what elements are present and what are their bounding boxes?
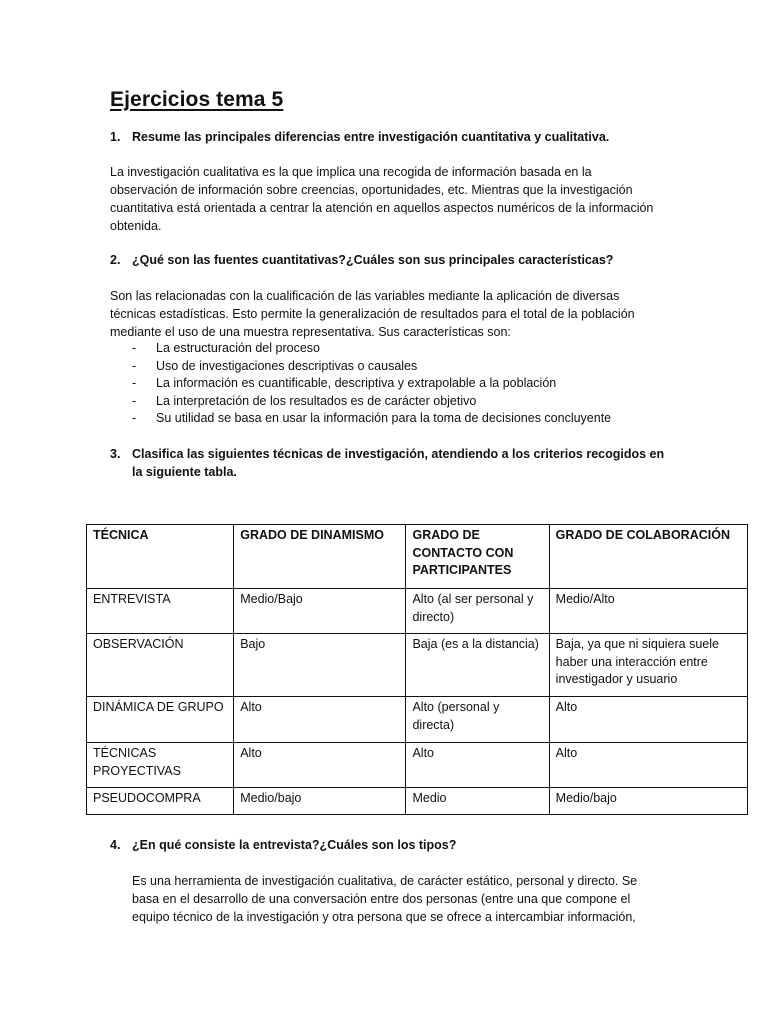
question-number: 2. (110, 253, 121, 267)
answer-2: Son las relacionadas con la cualificación de las variables mediante la aplicación de diversas técnicas estadísticas. Esto permite la generalización de resultados para el total de la población mediante el uso de una muestra representativa. Sus características son: (110, 289, 635, 339)
table-header-row (87, 525, 748, 589)
table-cell: Bajo (234, 634, 406, 697)
table-cell: Alto (personal y directa) (406, 697, 549, 743)
question-2 (110, 251, 670, 269)
question-text: Clasifica las siguientes técnicas de investigación, atendiendo a los criterios recogidos en la siguiente tabla. (132, 447, 665, 479)
answer-1: La investigación cualitativa es la que implica una recogida de información basada en la observación de información sobre creencias, oportunidades, etc. Mientras que la investigación cuantitativa está orientada a centrar la atención en aquellos aspectos numéricos de la información obtenida. (110, 165, 654, 233)
answer-4: Es una herramienta de investigación cualitativa, de carácter estático, personal y directo. Se basa en el desarrollo de una conversación entre dos personas (entre una que compone el equipo técnico de la investigación y otra persona que se ofrece a intercambiar información, (132, 874, 638, 924)
list-item: - Uso de investigaciones descriptivas o causales (132, 358, 418, 373)
table-cell: OBSERVACIÓN (87, 634, 234, 697)
table-row (87, 743, 748, 788)
table-cell: Alto (234, 697, 406, 743)
table-cell: Alto (406, 743, 549, 788)
table-row (87, 788, 748, 815)
header-cell: GRADO DE COLABORACIÓN (549, 525, 747, 589)
question-number: 4. (110, 838, 121, 852)
table-cell: Alto (549, 697, 747, 743)
techniques-table (86, 524, 748, 815)
list-item: - La interpretación de los resultados es de carácter objetivo (132, 393, 477, 408)
table-cell: PSEUDOCOMPRA (87, 788, 234, 815)
table-row (87, 697, 748, 743)
table-cell: Medio/Bajo (234, 589, 406, 634)
table-cell: DINÁMICA DE GRUPO (87, 697, 234, 743)
table-cell: Medio/Alto (549, 589, 747, 634)
table-cell: Medio/bajo (234, 788, 406, 815)
list-item: - Su utilidad se basa en usar la información para la toma de decisiones concluyente (132, 411, 612, 426)
table-row (87, 589, 748, 634)
question-1 (110, 128, 670, 146)
question-text: ¿En qué consiste la entrevista?¿Cuáles son los tipos? (132, 838, 457, 852)
table-cell: TÉCNICAS PROYECTIVAS (87, 743, 234, 788)
table-cell: Baja (es a la distancia) (406, 634, 549, 697)
table-cell: Alto (al ser personal y directo) (406, 589, 549, 634)
characteristics-list (132, 340, 611, 428)
list-item: - La estructuración del proceso (132, 341, 320, 355)
document-title: Ejercicios tema 5 (110, 88, 284, 111)
header-cell: GRADO DE DINAMISMO (234, 525, 406, 589)
table-cell: Medio/bajo (549, 788, 747, 815)
table-row (87, 634, 748, 697)
question-number: 3. (110, 447, 121, 461)
header-cell: GRADO DE CONTACTO CON PARTICIPANTES (406, 525, 549, 589)
table-cell: Alto (234, 743, 406, 788)
question-text: ¿Qué son las fuentes cuantitativas?¿Cuáles son sus principales características? (132, 253, 614, 267)
table-cell: Alto (549, 743, 747, 788)
question-text: Resume las principales diferencias entre investigación cuantitativa y cualitativa. (132, 130, 610, 144)
header-cell: TÉCNICA (87, 525, 234, 589)
question-4 (110, 836, 670, 854)
table-cell: Baja, ya que ni siquiera suele haber una interacción entre investigador y usuario (549, 634, 747, 697)
table-cell: ENTREVISTA (87, 589, 234, 634)
question-3 (110, 445, 670, 481)
question-number: 1. (110, 130, 121, 144)
list-item: - La información es cuantificable, descriptiva y extrapolable a la población (132, 376, 557, 391)
table-cell: Medio (406, 788, 549, 815)
